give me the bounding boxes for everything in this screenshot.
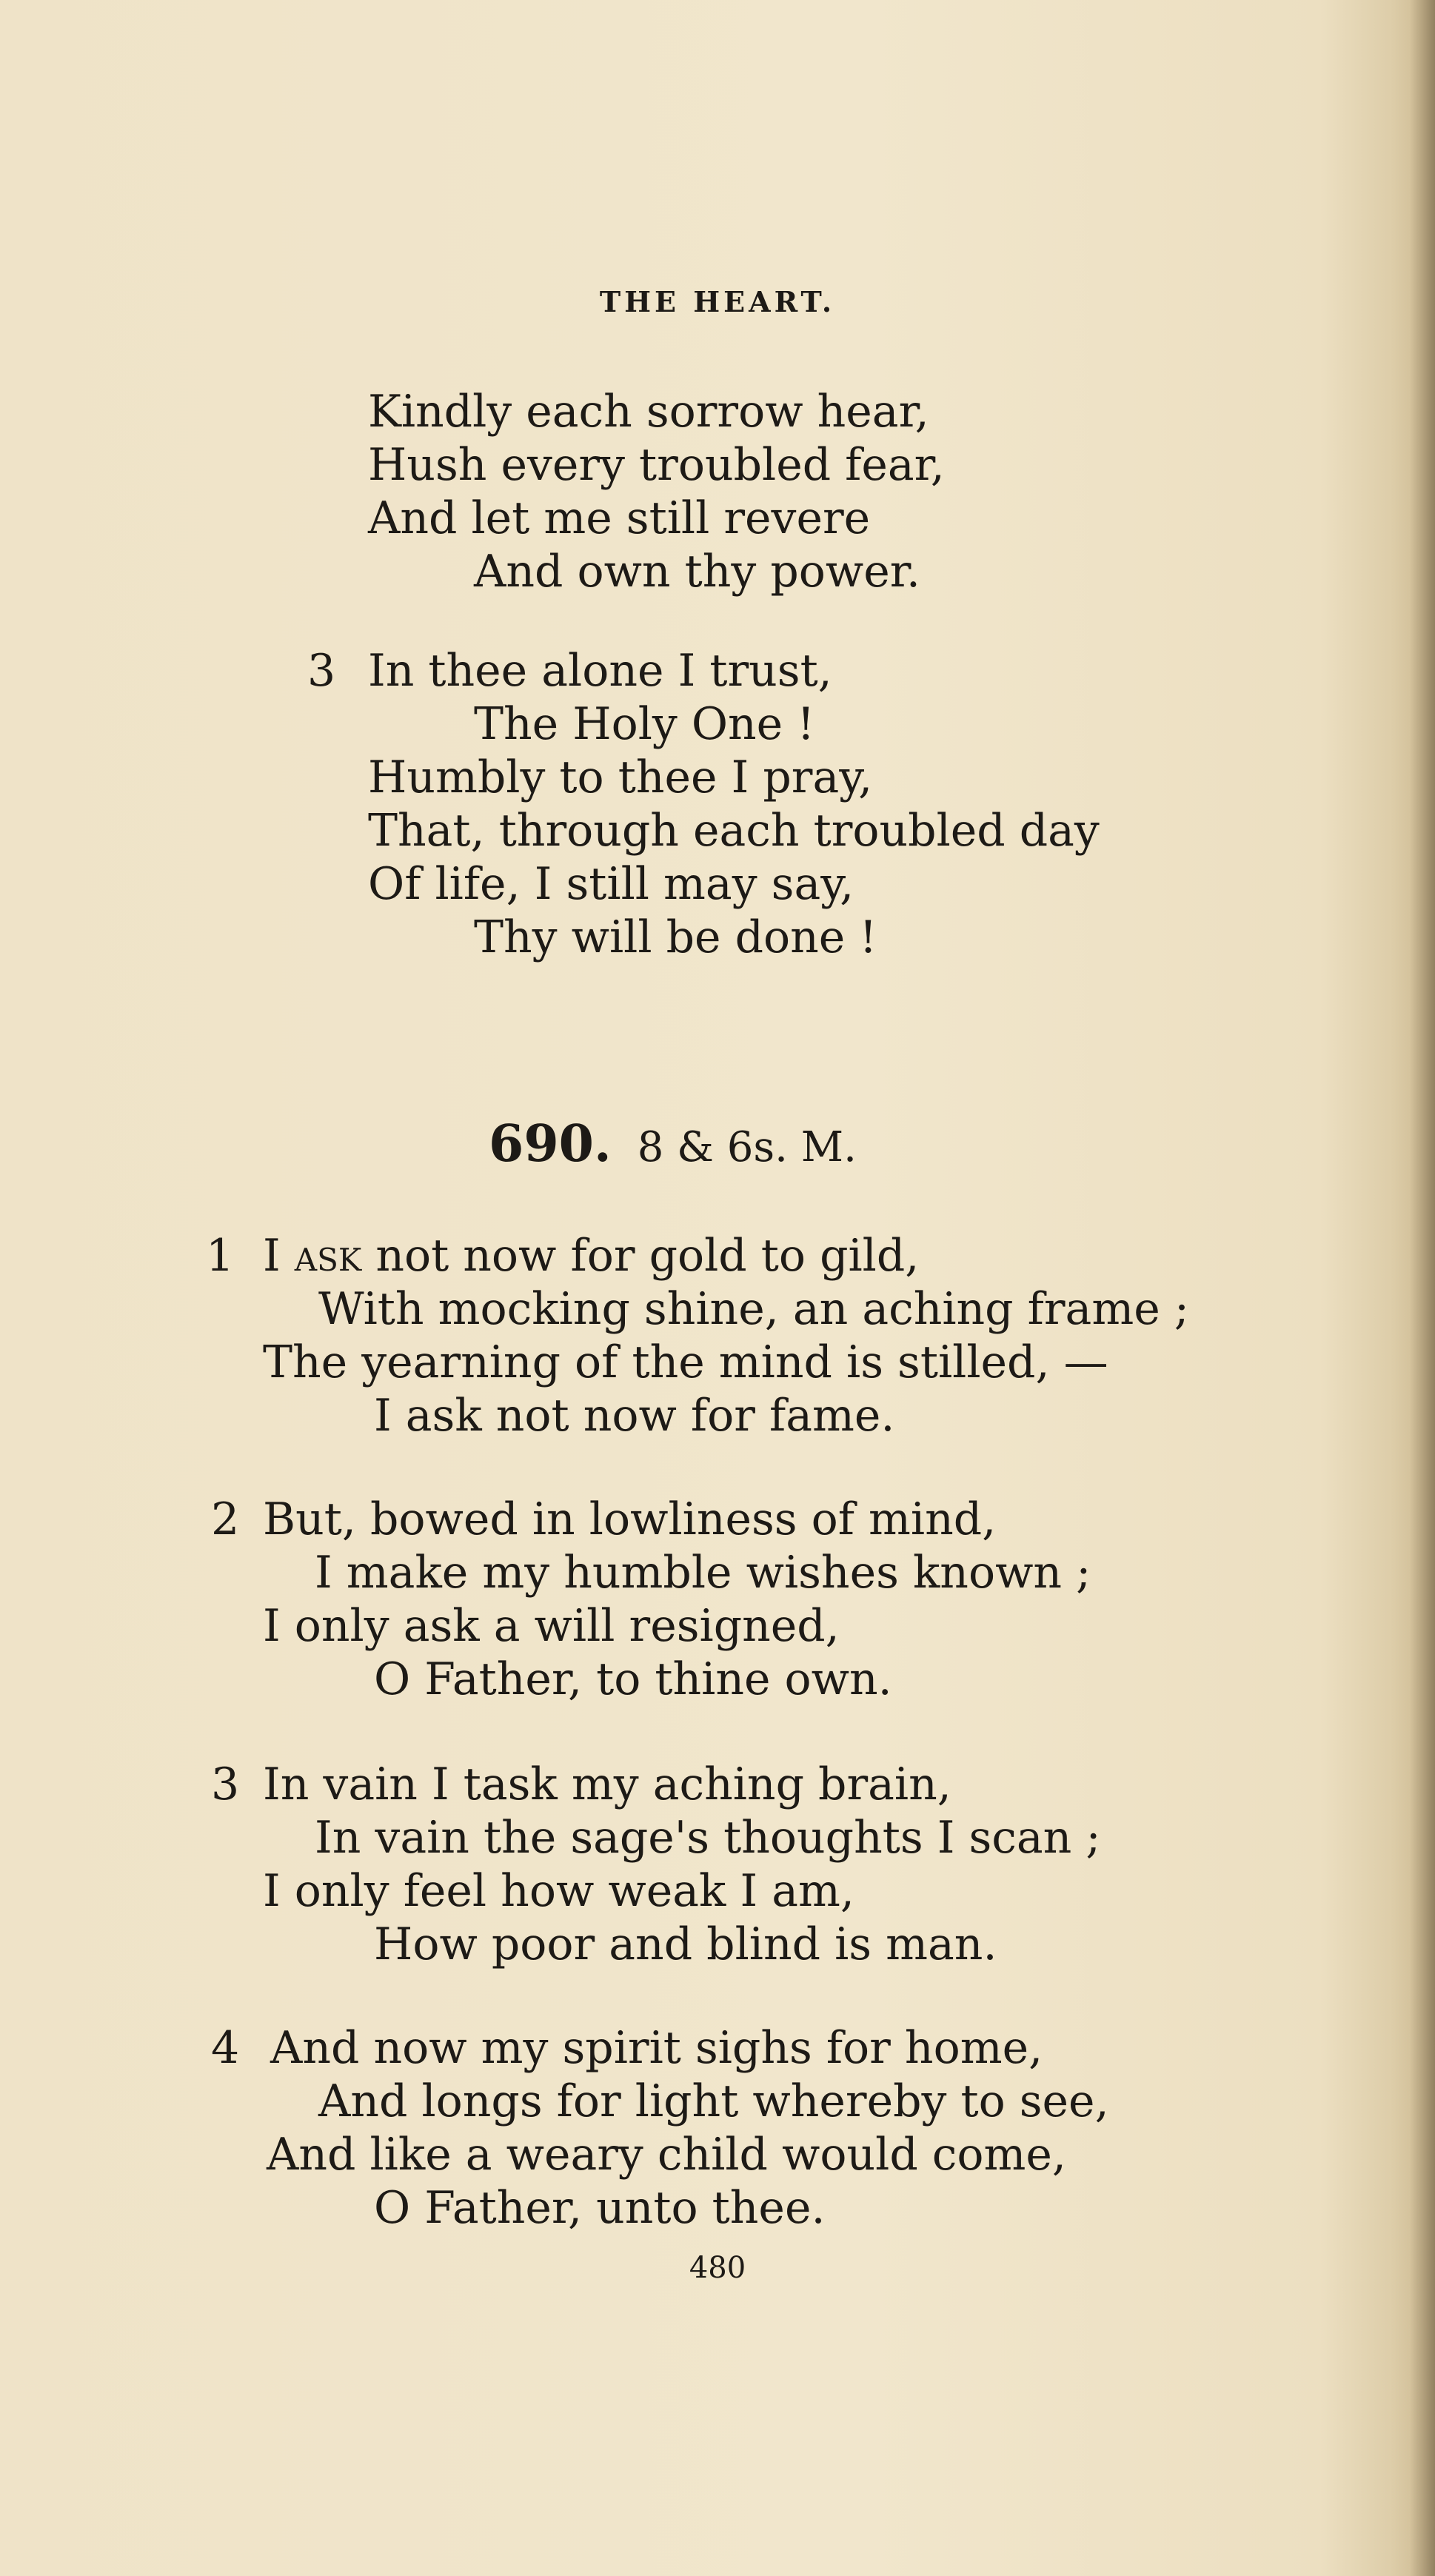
verse-line: I only ask a will resigned, [263,1600,840,1652]
verse-line: I ask not now for fame. [374,1390,895,1442]
stanza-number: 3 [307,645,336,697]
verse-line: And longs for light whereby to see, [318,2075,1109,2127]
verse-line: The Holy One ! [474,698,815,750]
verse-line: And now my spirit sighs for home, [270,2022,1043,2074]
verse-line [263,1229,919,1282]
verse-line: But, bowed in lowliness of mind, [263,1493,997,1545]
verse-line: Kindly each sorrow hear, [368,386,929,438]
stanza-number: 3 [211,1759,240,1810]
page-spine-shadow [1410,0,1435,2576]
verse-line: And own thy power. [474,546,920,598]
verse-line: And like a weary child would come, [267,2129,1066,2181]
verse-line: And let me still revere [368,492,871,544]
verse-rest: not now for gold to gild, [361,1230,920,1282]
hymn-meter: 8 & 6s. M. [637,1123,857,1171]
verse-line: The yearning of the mind is stilled, — [263,1336,1108,1388]
stanza-number: 2 [211,1493,240,1545]
verse-line: In thee alone I trust, [368,645,832,697]
verse-line: How poor and blind is man. [374,1918,997,1970]
verse-line: Humbly to thee I pray, [368,752,873,803]
verse-line: Hush every troubled fear, [368,439,945,491]
verse-line: I make my humble wishes known ; [315,1547,1091,1599]
hymn-heading [489,1114,857,1174]
verse-line: Of life, I still may say, [368,858,854,910]
running-head: THE HEART. [599,285,836,318]
verse-first-word: I [263,1230,281,1282]
verse-line: O Father, to thine own. [374,1653,892,1705]
verse-line: O Father, unto thee. [374,2182,826,2234]
verse-line: With mocking shine, an aching frame ; [318,1283,1190,1335]
verse-line: I only feel how weak I am, [263,1865,854,1917]
verse-line: Thy will be done ! [474,911,877,963]
small-caps-word: ask [294,1230,362,1282]
page-number: 480 [689,2251,746,2285]
verse-line: In vain the sage's thoughts I scan ; [315,1812,1101,1864]
stanza-number: 4 [211,2022,240,2074]
hymn-number: 690. [489,1114,612,1174]
stanza-number: 1 [206,1230,235,1282]
verse-line: In vain I task my aching brain, [263,1759,951,1810]
verse-line: That, through each troubled day [368,805,1100,857]
